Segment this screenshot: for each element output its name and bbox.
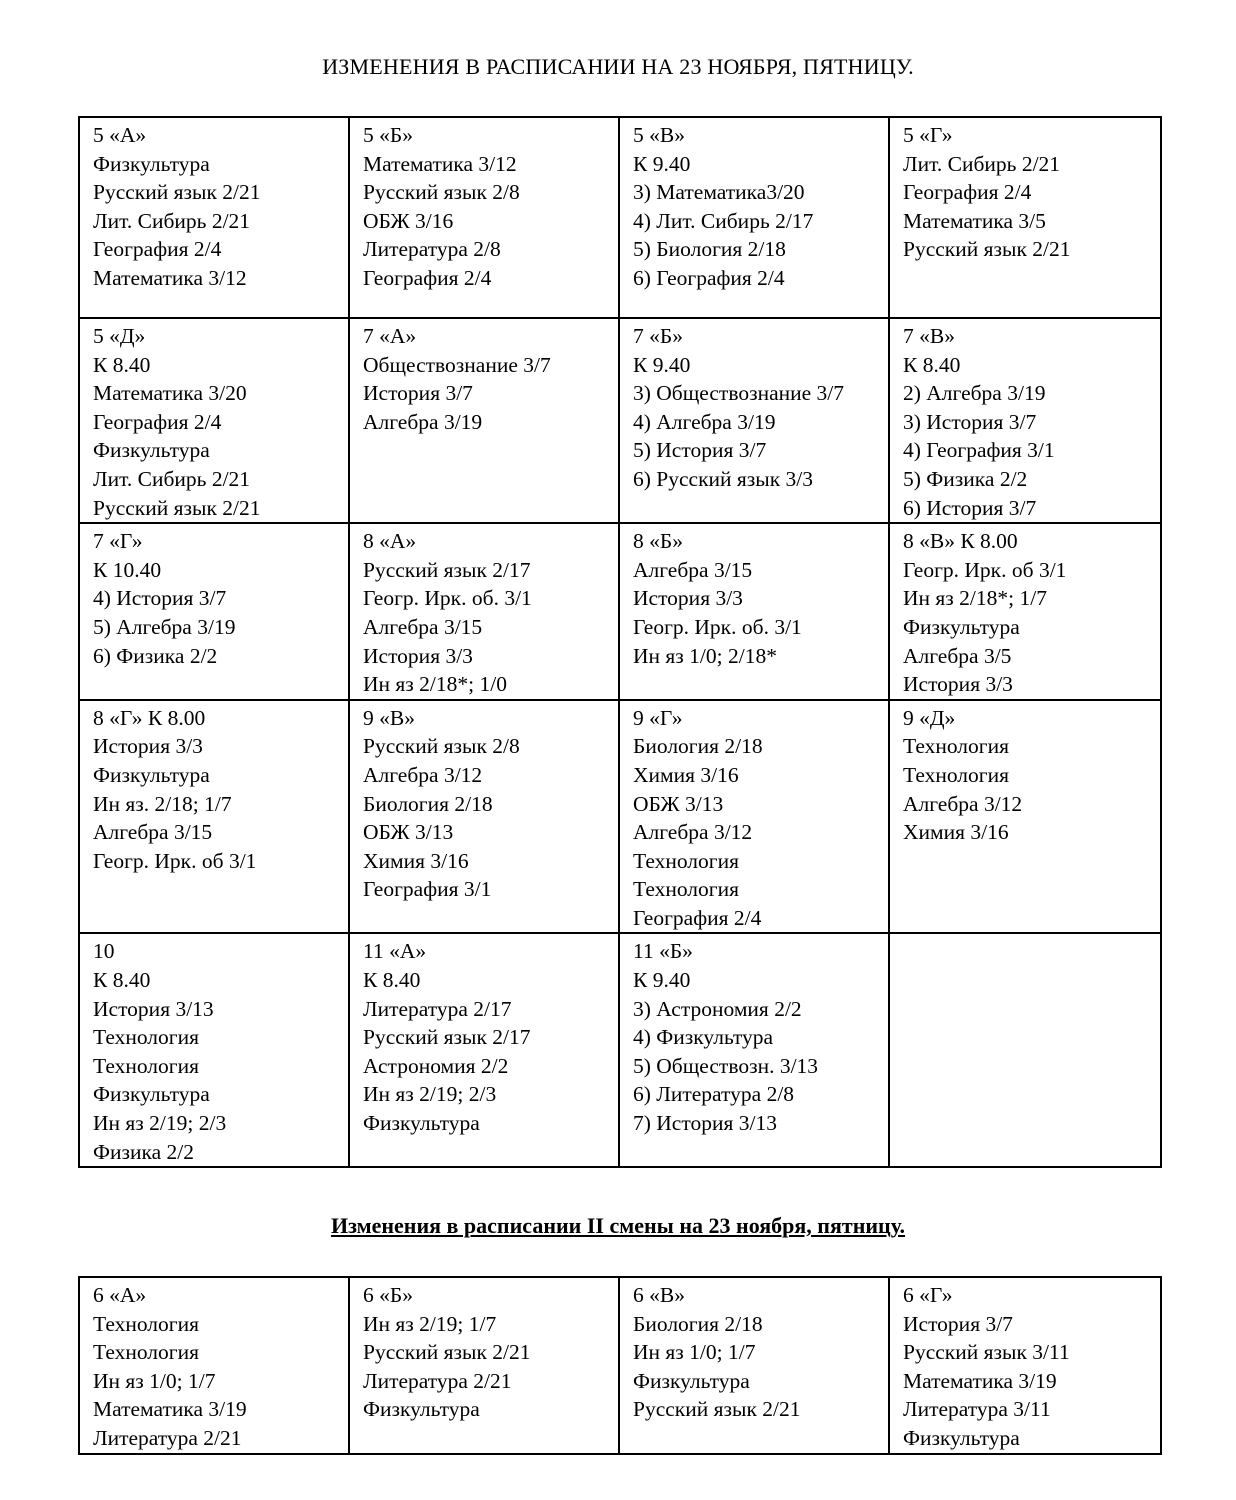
lesson-line: История 3/3 [633, 586, 743, 611]
lesson-line: Русский язык 2/8 [363, 734, 520, 759]
lesson-line: Биология 2/18 [363, 791, 493, 816]
lesson-line: Биология 2/18 [633, 1311, 763, 1336]
lesson-line: Физкультура [363, 1397, 480, 1422]
class-name: 8 «А» [363, 529, 417, 554]
lesson-line: История 3/3 [363, 643, 473, 668]
class-schedule-cell [889, 318, 1161, 523]
lesson-line: Математика 3/19 [903, 1368, 1057, 1393]
lesson-line: Алгебра 3/15 [633, 557, 753, 582]
lesson-line: ОБЖ 3/16 [363, 208, 454, 233]
class-schedule-cell [619, 318, 889, 523]
class-schedule-cell [79, 933, 349, 1167]
lesson-line: История 3/7 [363, 381, 473, 406]
empty-cell [889, 933, 1161, 1167]
lesson-line: Математика 3/12 [363, 151, 517, 176]
lesson-line: 5) История 3/7 [633, 438, 767, 463]
lesson-line: 3) Обществознание 3/7 [633, 381, 845, 406]
lesson-line: К 9.40 [633, 968, 691, 993]
lesson-line: Технология [633, 877, 739, 902]
lesson-line: География 2/4 [363, 265, 492, 290]
class-name: 5 «Г» [903, 123, 953, 147]
lesson-line: К 8.40 [363, 968, 421, 993]
class-schedule-cell [349, 523, 619, 700]
lesson-line: Математика 3/19 [93, 1397, 247, 1422]
lesson-line: Лит. Сибирь 2/21 [93, 208, 251, 233]
lesson-line: 5) Физика 2/2 [903, 466, 1028, 491]
lesson-line: 5) Алгебра 3/19 [93, 614, 236, 639]
lesson-line: Алгебра 3/5 [903, 643, 1012, 668]
class-schedule-cell [889, 523, 1161, 700]
class-name: 8 «В» К 8.00 [903, 529, 1018, 554]
lesson-line: Русский язык 2/17 [363, 557, 531, 582]
lesson-line: К 8.40 [93, 968, 151, 993]
class-name: 7 «Г» [93, 529, 143, 554]
lesson-line: Технология [903, 762, 1009, 787]
lesson-line: Русский язык 2/21 [93, 495, 261, 520]
lesson-line: Технология [93, 1025, 199, 1050]
lesson-line: К 10.40 [93, 557, 162, 582]
lesson-line: Технология [633, 848, 739, 873]
lesson-line: К 8.40 [903, 352, 961, 377]
lesson-line: Ин яз 2/19; 1/7 [363, 1311, 497, 1336]
lesson-line: 4) Лит. Сибирь 2/17 [633, 208, 814, 233]
class-schedule-cell [889, 1277, 1161, 1454]
schedule-row [79, 1277, 1161, 1454]
lesson-line: Математика 3/20 [93, 381, 247, 406]
lesson-line: 6) Русский язык 3/3 [633, 466, 814, 491]
class-schedule-cell [349, 1277, 619, 1454]
lesson-line: Русский язык 2/8 [363, 180, 520, 205]
lesson-line: Физкультура [903, 614, 1020, 639]
lesson-line: Физкультура [93, 1082, 210, 1107]
class-name: 7 «А» [363, 324, 417, 348]
lesson-line: Русский язык 2/17 [363, 1025, 531, 1050]
lesson-line: Ин яз 1/0; 1/7 [633, 1340, 756, 1365]
section-title-shift-2: Изменения в расписании II смены на 23 ноября, пятницу. [330, 1213, 906, 1238]
lesson-line: География 3/1 [363, 877, 492, 902]
class-name: 8 «Г» К 8.00 [93, 705, 206, 730]
schedule-table-shift-1 [78, 116, 1162, 1168]
lesson-line: 3) Математика3/20 [633, 180, 805, 205]
class-name: 8 «Б» [633, 529, 683, 554]
class-name: 5 «Б» [363, 123, 413, 147]
lesson-line: К 9.40 [633, 151, 691, 176]
lesson-line: Химия 3/16 [363, 848, 469, 873]
lesson-line: Геогр. Ирк. об. 3/1 [363, 586, 532, 611]
lesson-line: История 3/13 [93, 996, 214, 1021]
lesson-line: 5) Обществозн. 3/13 [633, 1053, 819, 1078]
lesson-line: 3) Астрономия 2/2 [633, 996, 802, 1021]
page-title: ИЗМЕНЕНИЯ В РАСПИСАНИИ НА 23 НОЯБРЯ, ПЯТНИЦУ. [322, 54, 914, 79]
class-name: 6 «В» [633, 1283, 685, 1307]
lesson-line: 4) Физкультура [633, 1025, 774, 1050]
lesson-line: Физкультура [633, 1368, 750, 1393]
lesson-line: 7) История 3/13 [633, 1111, 777, 1136]
lesson-line: 6) География 2/4 [633, 265, 785, 290]
lesson-line: Ин яз 1/0; 2/18* [633, 643, 777, 668]
class-schedule-cell [349, 933, 619, 1167]
class-name: 6 «А» [93, 1283, 147, 1307]
lesson-line: Химия 3/16 [633, 762, 739, 787]
lesson-line: Технология [903, 734, 1009, 759]
lesson-line: Лит. Сибирь 2/21 [903, 151, 1061, 176]
lesson-line: Обществознание 3/7 [363, 352, 551, 377]
lesson-line: Алгебра 3/12 [903, 791, 1023, 816]
lesson-line: География 2/4 [93, 237, 222, 262]
class-name: 11 «А» [363, 939, 427, 964]
lesson-line: 6) История 3/7 [903, 495, 1037, 520]
lesson-line: Литература 3/11 [903, 1397, 1051, 1422]
class-schedule-cell [79, 318, 349, 523]
schedule-row [79, 523, 1161, 700]
lesson-line: Технология [93, 1340, 199, 1365]
lesson-line: 6) Физика 2/2 [93, 643, 218, 668]
lesson-line: Геогр. Ирк. об. 3/1 [633, 614, 802, 639]
class-name: 6 «Г» [903, 1283, 953, 1307]
class-schedule-cell [619, 700, 889, 934]
lesson-line: 4) История 3/7 [93, 586, 227, 611]
lesson-line: Лит. Сибирь 2/21 [93, 466, 251, 491]
schedule-row [79, 700, 1161, 934]
class-schedule-cell [619, 523, 889, 700]
lesson-line: Русский язык 2/21 [363, 1340, 531, 1365]
lesson-line: История 3/7 [903, 1311, 1013, 1336]
class-name: 5 «В» [633, 123, 685, 147]
class-schedule-cell [349, 318, 619, 523]
lesson-line: Алгебра 3/19 [363, 409, 483, 434]
lesson-line: География 2/4 [93, 409, 222, 434]
class-name: 9 «В» [363, 705, 415, 730]
lesson-line: Ин яз 2/19; 2/3 [93, 1111, 227, 1136]
lesson-line: Технология [93, 1053, 199, 1078]
lesson-line: 5) Биология 2/18 [633, 237, 786, 262]
lesson-line: Физкультура [93, 151, 210, 176]
class-schedule-cell [79, 117, 349, 318]
lesson-line: Ин яз 2/18*; 1/0 [363, 672, 507, 697]
lesson-line: Русский язык 2/21 [633, 1397, 801, 1422]
lesson-line: ОБЖ 3/13 [633, 791, 724, 816]
class-schedule-cell [79, 523, 349, 700]
lesson-line: Геогр. Ирк. об 3/1 [93, 848, 257, 873]
class-name: 11 «Б» [633, 939, 693, 964]
lesson-line: 4) Алгебра 3/19 [633, 409, 776, 434]
class-schedule-cell [349, 700, 619, 934]
lesson-line: К 8.40 [93, 352, 151, 377]
lesson-line: Ин яз 1/0; 1/7 [93, 1368, 216, 1393]
class-schedule-cell [349, 117, 619, 318]
lesson-line: История 3/3 [93, 734, 203, 759]
lesson-line: Литература 2/8 [363, 237, 501, 262]
lesson-line: Биология 2/18 [633, 734, 763, 759]
lesson-line: География 2/4 [903, 180, 1032, 205]
class-name: 9 «Д» [903, 705, 956, 730]
lesson-line: История 3/3 [903, 672, 1013, 697]
lesson-line: Русский язык 2/21 [93, 180, 261, 205]
class-name: 5 «Д» [93, 324, 146, 348]
lesson-line: 6) Литература 2/8 [633, 1082, 795, 1107]
lesson-line: География 2/4 [633, 905, 762, 930]
class-schedule-cell [619, 1277, 889, 1454]
lesson-line: Алгебра 3/12 [633, 820, 753, 845]
lesson-line: Русский язык 2/21 [903, 237, 1071, 262]
lesson-line: Химия 3/16 [903, 820, 1009, 845]
lesson-line: Математика 3/5 [903, 208, 1046, 233]
lesson-line: Технология [93, 1311, 199, 1336]
lesson-line: Астрономия 2/2 [363, 1053, 509, 1078]
lesson-line: ОБЖ 3/13 [363, 820, 454, 845]
lesson-line: Физкультура [903, 1425, 1020, 1450]
lesson-line: Геогр. Ирк. об 3/1 [903, 557, 1067, 582]
lesson-line: Алгебра 3/15 [363, 614, 483, 639]
lesson-line: Литература 2/21 [93, 1425, 242, 1450]
class-schedule-cell [889, 117, 1161, 318]
lesson-line: Алгебра 3/15 [93, 820, 213, 845]
class-schedule-cell [79, 700, 349, 934]
schedule-table-shift-2 [78, 1276, 1162, 1455]
class-name: 7 «Б» [633, 324, 683, 348]
lesson-line: Физика 2/2 [93, 1139, 195, 1164]
lesson-line: Физкультура [93, 762, 210, 787]
class-name: 7 «В» [903, 324, 955, 348]
lesson-line: Алгебра 3/12 [363, 762, 483, 787]
class-name: 6 «Б» [363, 1283, 413, 1307]
lesson-line: Ин яз 2/18*; 1/7 [903, 586, 1047, 611]
lesson-line: Математика 3/12 [93, 265, 247, 290]
class-schedule-cell [889, 700, 1161, 934]
class-schedule-cell [619, 117, 889, 318]
lesson-line: Русский язык 3/11 [903, 1340, 1070, 1365]
lesson-line: Литература 2/17 [363, 996, 512, 1021]
lesson-line: Ин яз. 2/18; 1/7 [93, 791, 232, 816]
class-schedule-cell [79, 1277, 349, 1454]
lesson-line: 2) Алгебра 3/19 [903, 381, 1046, 406]
schedule-row [79, 933, 1161, 1167]
class-schedule-cell [619, 933, 889, 1167]
class-name: 10 [93, 939, 115, 964]
lesson-line: К 9.40 [633, 352, 691, 377]
lesson-line: 3) История 3/7 [903, 409, 1037, 434]
lesson-line: Ин яз 2/19; 2/3 [363, 1082, 497, 1107]
schedule-row [79, 117, 1161, 318]
schedule-row [79, 318, 1161, 523]
class-name: 5 «А» [93, 123, 147, 147]
lesson-line: 4) География 3/1 [903, 438, 1055, 463]
lesson-line: Физкультура [93, 438, 210, 463]
lesson-line: Литература 2/21 [363, 1368, 512, 1393]
lesson-line: Физкультура [363, 1111, 480, 1136]
class-name: 9 «Г» [633, 705, 683, 730]
